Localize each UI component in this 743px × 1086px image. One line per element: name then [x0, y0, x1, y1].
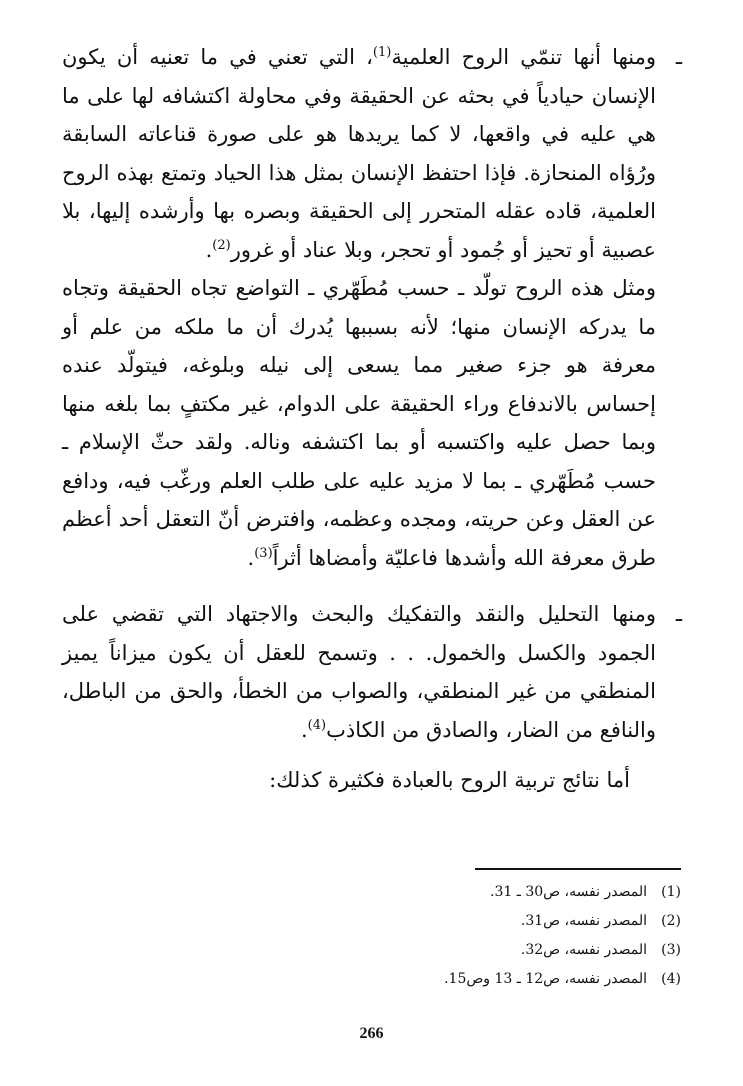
paragraph-1 [62, 38, 682, 269]
paragraph-4: أما نتائج تربية الروح بالعبادة فكثيرة كذلك: [269, 768, 630, 792]
footnote-number: (2) [661, 913, 681, 929]
footnote-text: المصدر نفسه، ص12 ـ 13 وص15. [444, 971, 647, 987]
paragraph-3-end: . [300, 717, 308, 742]
footnote-ref-1[interactable]: (1) [372, 45, 392, 60]
footnote-ref-2[interactable]: (2) [212, 237, 231, 253]
paragraph-2-text: ومثل هذه الروح تولّد ـ حسب مُطَهّري ـ التواضع تجاه الحقيقة وتجاه ما يدركه الإنسان منها؛ لأنه بسببها يُدرك أن ما ملكه من علم أو معرفة هو جزء صغير مما يسعى إلى نيله وبلوغه، فيتولّد عنده إحساس بالاندفاع وراء الحقيقة على الدوام، غير مكتفٍ بما بلغه منها وبما حصل عليه واكتسبه أو بما اكتشفه وناله. ولقد حثّ الإسلام ـ حسب مُطَهّري ـ بما لا مزيد عليه على طلب العلم ورغّب فيه، ودافع عن العقل وعن حريته، ومجده وعظمه، وافترض أنّ التعقل أحد أعظم طرق معرفة الله وأشدها فاعليّة وأمضاها أثراً [62, 276, 656, 570]
footnote-2 [281, 907, 681, 936]
paragraph-3 [62, 595, 682, 749]
paragraph-1-end: . [205, 237, 213, 262]
footnote-ref-4[interactable]: (4) [307, 717, 327, 733]
footnote-3 [281, 936, 681, 965]
footnote-ref-3[interactable]: (3) [254, 545, 273, 561]
bullet-dash: ـ [675, 602, 682, 626]
page-number: 266 [359, 1025, 384, 1042]
footnote-1 [281, 878, 681, 907]
paragraph-2 [62, 269, 682, 577]
footnote-text: المصدر نفسه، ص32. [520, 942, 647, 958]
footnote-text: المصدر نفسه، ص31. [520, 913, 647, 929]
footnotes [281, 878, 681, 994]
footnote-number: (4) [661, 971, 681, 987]
bullet-dash: ـ [675, 45, 682, 69]
footnote-number: (1) [661, 884, 681, 900]
footnote-4 [281, 965, 681, 994]
paragraph-1-text-b: ، التي تعني في ما تعنيه أن يكون الإنسان حيادياً في بحثه عن الحقيقة وفي محاولة اكتشافه لها على ما هي عليه في واقعها، لا كما يريدها هو على صورة قناعاته السابقة ورُؤاه المنحازة. فإذا احتفظ الإنسان بمثل هذا الحياد وتمتع بهذه الروح العلمية، قاده عقله المتحرر إلى الحقيقة وبصره بها وأرشده إليها، بلا عصبية أو تحيز أو جُمود أو تحجر، وبلا عناد أو غرور [62, 45, 656, 262]
footnote-number: (3) [661, 942, 681, 958]
paragraph-2-end: . [247, 545, 255, 570]
footnote-text: المصدر نفسه، ص30 ـ 31. [490, 884, 647, 900]
paragraph-1-text-a: ومنها أنها تنمّي الروح العلمية [391, 45, 656, 69]
page-body [62, 38, 682, 800]
paragraph-3-text: ومنها التحليل والنقد والتفكيك والبحث والاجتهاد التي تقضي على الجمود والكسل والخمول. . . وتسمح للعقل أن يكون ميزاناً يميز المنطقي من غير المنطقي، والصواب من الخطأ، والحق من الباطل، والنافع من الضار، والصادق من الكاذب [62, 602, 656, 742]
footnote-divider [475, 868, 681, 870]
